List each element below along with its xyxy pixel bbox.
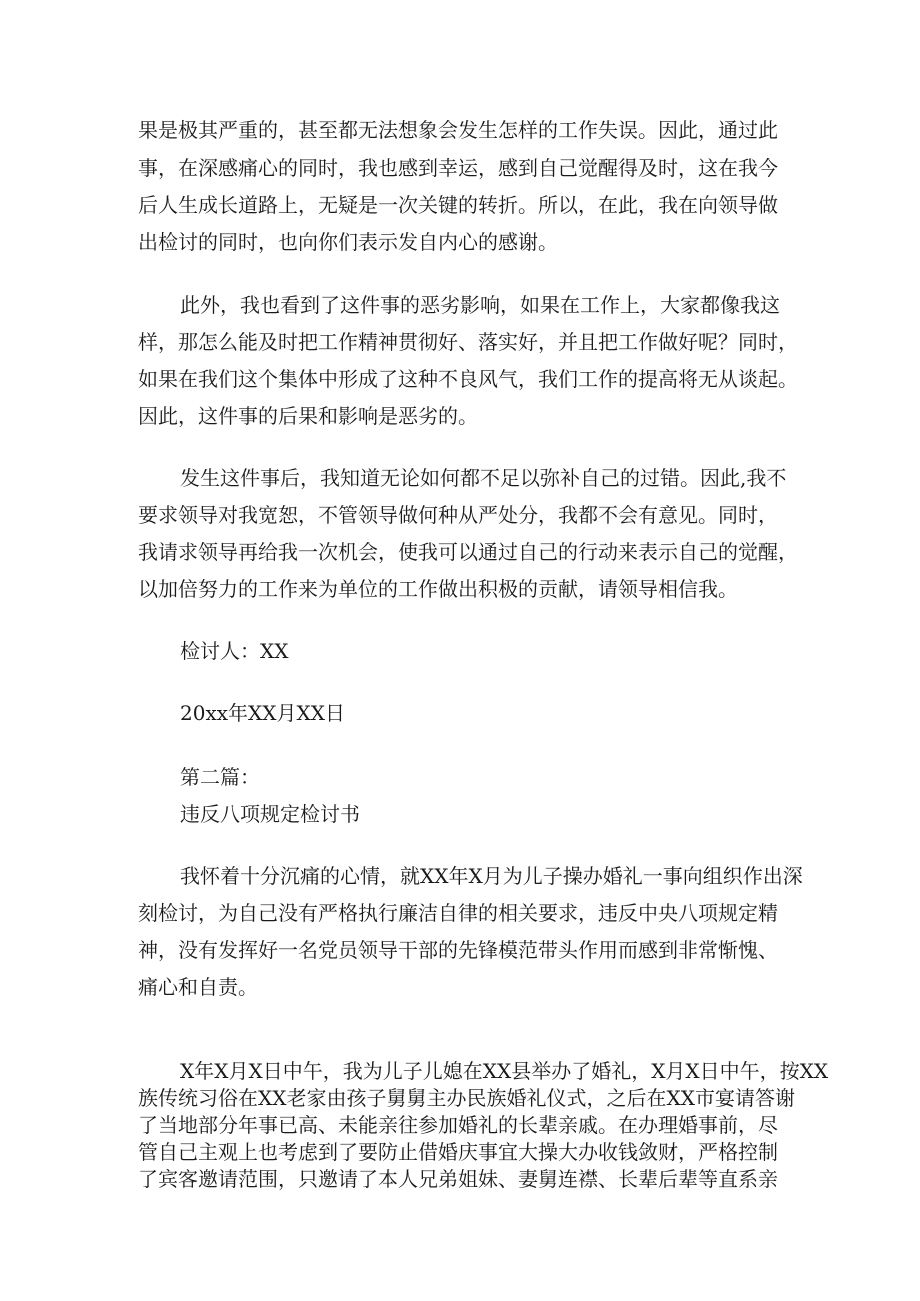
paragraph-line: 要求领导对我宽恕，不管领导做何种从严处分，我都不会有意见。同时， — [138, 503, 778, 527]
paragraph-line: 此外，我也看到了这件事的恶劣影响，如果在工作上，大家都像我这 — [180, 293, 780, 317]
paragraph-line: X年X月X日中午，我为儿子儿媳在XX县举办了婚礼，X月X日中午，按XX — [180, 1059, 829, 1083]
paragraph-line: 事，在深感痛心的同时，我也感到幸运，感到自己觉醒得及时，这在我今 — [138, 156, 778, 180]
paragraph-line: 痛心和自责。 — [138, 975, 258, 999]
paragraph-line: 后人生成长道路上，无疑是一次关键的转折。所以，在此，我在向领导做 — [138, 193, 778, 217]
paragraph-line: 果是极其严重的，甚至都无法想象会发生怎样的工作失误。因此，通过此 — [138, 118, 778, 142]
paragraph-line: 出检讨的同时，也向你们表示发自内心的感谢。 — [138, 230, 558, 254]
paragraph-line: 刻检讨，为自己没有严格执行廉洁自律的相关要求，违反中央八项规定精 — [138, 901, 778, 925]
paragraph-line: 我请求领导再给我一次机会，使我可以通过自己的行动来表示自己的觉醒， — [138, 540, 798, 564]
paragraph-line: 我怀着十分沉痛的心情，就XX年X月为儿子操办婚礼一事向组织作出深 — [180, 864, 803, 888]
paragraph-line: 神，没有发挥好一名党员领导干部的先锋模范带头作用而感到非常惭愧、 — [138, 938, 778, 962]
paragraph-line: 了当地部分年事已高、未能亲往参加婚礼的长辈亲戚。在办理婚事前，尽 — [138, 1113, 778, 1137]
paragraph-line: 样，那怎么能及时把工作精神贯彻好、落实好，并且把工作做好呢？同时， — [138, 330, 798, 354]
paragraph-line: 管自己主观上也考虑到了要防止借婚庆事宜大操大办收钱敛财，严格控制 — [138, 1140, 778, 1164]
paragraph-line: 如果在我们这个集体中形成了这种不良风气，我们工作的提高将无从谈起。 — [138, 367, 798, 391]
paragraph-line: 了宾客邀请范围，只邀请了本人兄弟姐妹、妻舅连襟、长辈后辈等直系亲 — [138, 1167, 778, 1191]
section-label: 第二篇： — [180, 765, 260, 789]
section-title: 违反八项规定检讨书 — [180, 802, 360, 826]
paragraph-line: 发生这件事后，我知道无论如何都不足以弥补自己的过错。因此,我不 — [180, 466, 787, 490]
signature-line: 检讨人：XX — [180, 639, 289, 663]
date-line: 20xx年XX月XX日 — [180, 701, 345, 725]
paragraph-line: 以加倍努力的工作来为单位的工作做出积极的贡献，请领导相信我。 — [138, 577, 738, 601]
paragraph-line: 族传统习俗在XX老家由孩子舅舅主办民族婚礼仪式，之后在XX市宴请答谢 — [138, 1086, 795, 1110]
paragraph-line: 因此，这件事的后果和影响是恶劣的。 — [138, 404, 478, 428]
